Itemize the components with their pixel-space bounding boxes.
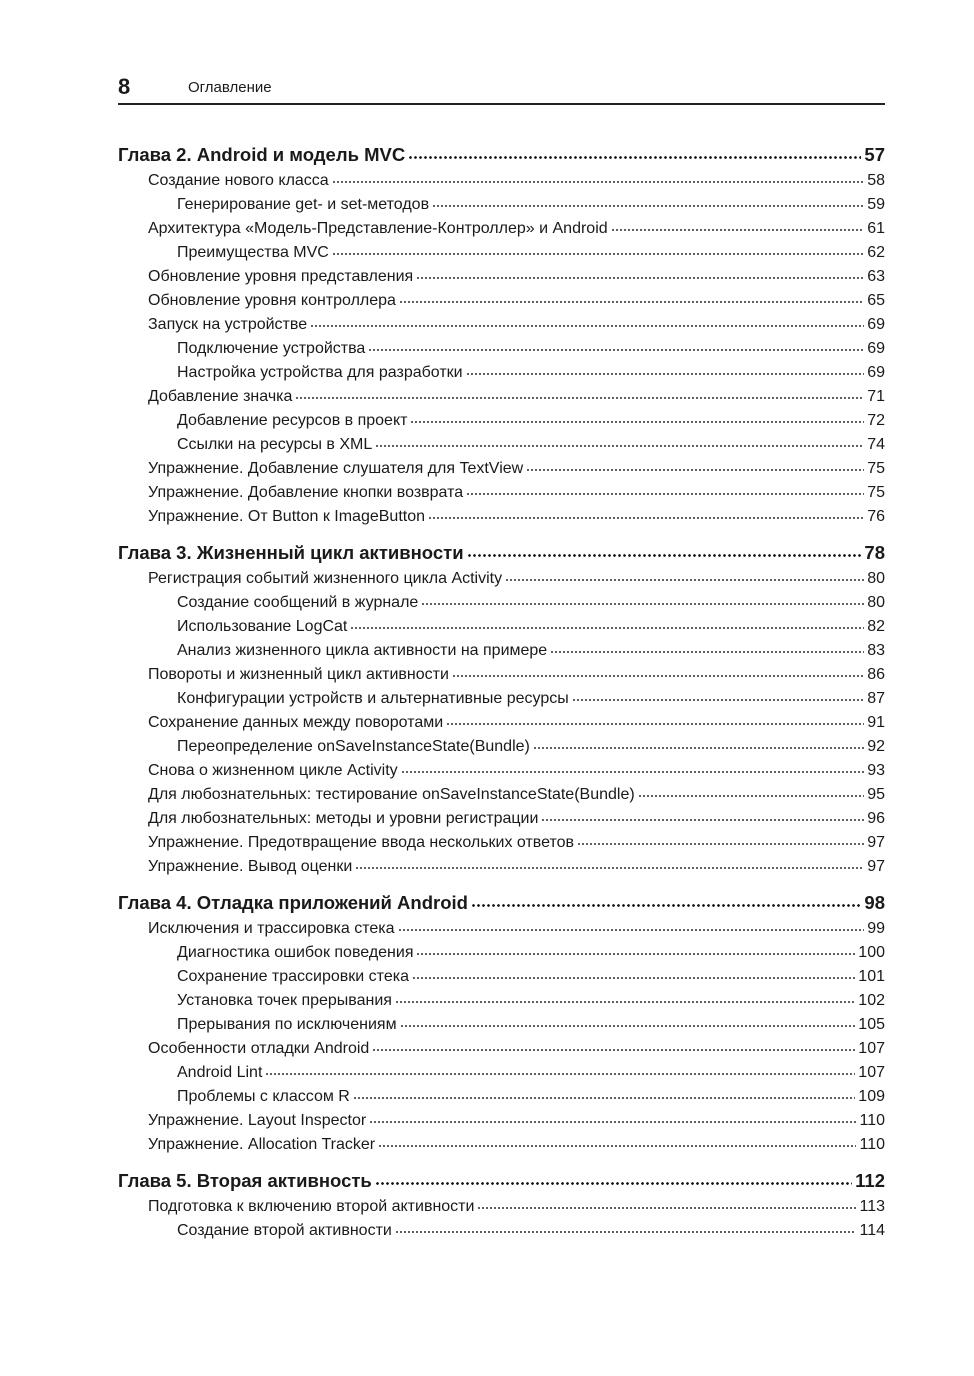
toc-entry-title: Для любознательных: методы и уровни регистрации	[148, 810, 539, 827]
dot-leader	[428, 507, 864, 523]
toc-entry	[118, 1013, 885, 1037]
toc-entry-page: 93	[867, 762, 885, 779]
toc-entry-title: Повороты и жизненный цикл активности	[148, 666, 449, 683]
dot-leader	[400, 1015, 856, 1031]
toc-entry	[118, 807, 885, 831]
chapter-heading	[118, 1167, 885, 1195]
toc-entry	[118, 265, 885, 289]
dot-leader	[416, 943, 855, 959]
toc-entry-page: 80	[867, 594, 885, 611]
toc-entry	[118, 1061, 885, 1085]
toc-entry-title: Конфигурации устройств и альтернативные ресурсы	[177, 690, 569, 707]
dot-leader	[432, 195, 864, 211]
toc-entry-title: Ссылки на ресурсы в XML	[177, 436, 373, 453]
dot-leader	[332, 171, 865, 187]
toc-entry-title: Добавление ресурсов в проект	[177, 412, 408, 429]
toc-entry	[118, 639, 885, 663]
toc-entry-page: 72	[867, 412, 885, 429]
toc-entry-page: 65	[867, 292, 885, 309]
toc-entry-page: 86	[867, 666, 885, 683]
toc-entry-page: 63	[867, 268, 885, 285]
toc-entry	[118, 965, 885, 989]
page-number: 8	[118, 74, 131, 99]
toc-entry	[118, 241, 885, 265]
toc-entry	[118, 433, 885, 457]
toc-entry	[118, 481, 885, 505]
dot-leader	[372, 1039, 855, 1055]
toc-entry	[118, 759, 885, 783]
dot-leader	[353, 1087, 855, 1103]
toc-entry-title: Проблемы с классом R	[177, 1088, 350, 1105]
dot-leader	[466, 483, 864, 499]
toc-entry-page: 99	[867, 920, 885, 937]
dot-leader	[369, 1111, 856, 1127]
toc-entry-title: Регистрация событий жизненного цикла Activity	[148, 570, 503, 587]
dot-leader	[533, 737, 864, 753]
chapter-heading	[118, 539, 885, 567]
dot-leader	[399, 291, 864, 307]
dot-leader	[466, 363, 865, 379]
dot-leader	[378, 1135, 856, 1151]
toc-entry-title: Глава 5. Вторая активность	[118, 1170, 372, 1191]
running-header	[118, 72, 885, 105]
dot-leader	[375, 1171, 852, 1190]
toc-entry-page: 95	[867, 786, 885, 803]
toc-entry	[118, 217, 885, 241]
toc-entry	[118, 591, 885, 615]
dot-leader	[577, 833, 864, 849]
toc-entry-page: 97	[867, 858, 885, 875]
dot-leader	[408, 145, 861, 164]
dot-leader	[350, 617, 864, 633]
toc-entry	[118, 783, 885, 807]
toc-entry	[118, 1109, 885, 1133]
toc-entry-page: 75	[867, 460, 885, 477]
toc-entry-title: Прерывания по исключениям	[177, 1016, 397, 1033]
toc-entry	[118, 567, 885, 591]
toc-entry-page: 109	[858, 1088, 885, 1105]
toc-entry-page: 100	[858, 944, 885, 961]
toc-entry	[118, 385, 885, 409]
toc-entry	[118, 409, 885, 433]
dot-leader	[398, 919, 865, 935]
toc-entry	[118, 337, 885, 361]
toc-entry-title: Упражнение. От Button к ImageButton	[148, 508, 425, 525]
toc-entry-page: 71	[867, 388, 885, 405]
toc-entry-page: 107	[858, 1064, 885, 1081]
toc-entry-title: Анализ жизненного цикла активности на примере	[177, 642, 548, 659]
dot-leader	[355, 857, 864, 873]
toc-entry-title: Глава 4. Отладка приложений Android	[118, 892, 468, 913]
toc-entry	[118, 989, 885, 1013]
toc-entry-page: 96	[867, 810, 885, 827]
dot-leader	[401, 761, 865, 777]
toc-entry-title: Android Lint	[177, 1064, 263, 1081]
toc-entry-title: Подготовка к включению второй активности	[148, 1198, 475, 1215]
toc-entry-page: 61	[867, 220, 885, 237]
dot-leader	[572, 689, 864, 705]
toc-entry	[118, 505, 885, 529]
toc-entry-page: 62	[867, 244, 885, 261]
toc-entry-page: 110	[859, 1136, 885, 1153]
toc-entry-page: 105	[858, 1016, 885, 1033]
dot-leader	[467, 543, 862, 562]
dot-leader	[395, 991, 855, 1007]
toc-entry-page: 114	[859, 1222, 885, 1239]
toc-entry-title: Исключения и трассировка стека	[148, 920, 395, 937]
toc-entry-page: 80	[867, 570, 885, 587]
toc-entry-page: 110	[859, 1112, 885, 1129]
toc-entry-title: Глава 2. Android и модель MVC	[118, 144, 406, 165]
toc-entry	[118, 855, 885, 879]
dot-leader	[332, 243, 864, 259]
dot-leader	[541, 809, 864, 825]
dot-leader	[505, 569, 864, 585]
toc-entry	[118, 361, 885, 385]
toc-entry-title: Запуск на устройстве	[148, 316, 308, 333]
toc-entry-title: Подключение устройства	[177, 340, 366, 357]
toc-entry	[118, 169, 885, 193]
toc-entry	[118, 1085, 885, 1109]
toc-entry-page: 74	[867, 436, 885, 453]
toc-entry-title: Для любознательных: тестирование onSaveInstanceState(Bundle)	[148, 786, 635, 803]
dot-leader	[395, 1221, 857, 1237]
toc-entry	[118, 615, 885, 639]
dot-leader	[638, 785, 865, 801]
toc-entry	[118, 193, 885, 217]
toc-entry	[118, 457, 885, 481]
dot-leader	[452, 665, 864, 681]
toc-entry-page: 91	[867, 714, 885, 731]
toc-entry-title: Упражнение. Добавление слушателя для TextView	[148, 460, 524, 477]
toc-entry-title: Упражнение. Добавление кнопки возврата	[148, 484, 464, 501]
toc-entry-title: Создание второй активности	[177, 1222, 392, 1239]
toc-entry-title: Упражнение. Вывод оценки	[148, 858, 353, 875]
dot-leader	[310, 315, 864, 331]
toc-entry-page: 58	[867, 172, 885, 189]
dot-leader	[412, 967, 855, 983]
toc-entry-page: 113	[859, 1198, 885, 1215]
toc-entry	[118, 1037, 885, 1061]
toc-entry-title: Преимущества MVC	[177, 244, 329, 261]
toc-entry-title: Обновление уровня контроллера	[148, 292, 396, 309]
chapter-heading	[118, 141, 885, 169]
toc-entry-title: Переопределение onSaveInstanceState(Bundle)	[177, 738, 530, 755]
toc-entry	[118, 1219, 885, 1243]
toc-entry	[118, 1195, 885, 1219]
toc-entry-page: 101	[858, 968, 885, 985]
toc-entry	[118, 663, 885, 687]
toc-entry-page: 82	[867, 618, 885, 635]
toc-entry-page: 87	[867, 690, 885, 707]
toc-entry-page: 102	[858, 992, 885, 1009]
toc-entry-title: Создание сообщений в журнале	[177, 594, 419, 611]
toc-entry	[118, 687, 885, 711]
dot-leader	[446, 713, 864, 729]
toc-entry-page: 59	[867, 196, 885, 213]
toc-entry-title: Глава 3. Жизненный цикл активности	[118, 542, 464, 563]
dot-leader	[368, 339, 864, 355]
toc-entry	[118, 735, 885, 759]
dot-leader	[611, 219, 865, 235]
toc-entry-page: 78	[864, 542, 885, 563]
toc-entry-title: Создание нового класса	[148, 172, 329, 189]
toc-entry	[118, 831, 885, 855]
dot-leader	[410, 411, 864, 427]
dot-leader	[471, 893, 861, 912]
dot-leader	[416, 267, 864, 283]
toc-entry-page: 57	[864, 144, 885, 165]
toc-entry-title: Использование LogCat	[177, 618, 348, 635]
toc-entry-page: 112	[855, 1170, 885, 1191]
chapter-heading	[118, 889, 885, 917]
dot-leader	[295, 387, 864, 403]
dot-leader	[265, 1063, 855, 1079]
running-title: Оглавление	[188, 79, 272, 96]
toc-entry-title: Генерирование get- и set-методов	[177, 196, 430, 213]
toc-entry-page: 69	[867, 316, 885, 333]
toc-entry-title: Упражнение. Предотвращение ввода нескольких ответов	[148, 834, 575, 851]
toc-entry-page: 107	[858, 1040, 885, 1057]
toc-entry-title: Упражнение. Layout Inspector	[148, 1112, 367, 1129]
toc-entry-title: Добавление значка	[148, 388, 293, 405]
dot-leader	[375, 435, 864, 451]
toc-entry-page: 97	[867, 834, 885, 851]
toc-entry-page: 69	[867, 340, 885, 357]
toc-entry-title: Сохранение трассировки стека	[177, 968, 409, 985]
table-of-contents	[118, 141, 885, 1243]
dot-leader	[550, 641, 864, 657]
toc-entry-page: 92	[867, 738, 885, 755]
toc-entry-page: 75	[867, 484, 885, 501]
toc-entry-title: Особенности отладки Android	[148, 1040, 370, 1057]
toc-entry-title: Обновление уровня представления	[148, 268, 414, 285]
toc-entry-title: Снова о жизненном цикле Activity	[148, 762, 398, 779]
toc-entry	[118, 711, 885, 735]
toc-entry-title: Архитектура «Модель-Представление-Контроллер» и Android	[148, 220, 608, 237]
toc-entry	[118, 941, 885, 965]
toc-entry-page: 98	[864, 892, 885, 913]
toc-entry-page: 76	[867, 508, 885, 525]
dot-leader	[526, 459, 864, 475]
toc-entry-title: Установка точек прерывания	[177, 992, 392, 1009]
toc-entry-title: Настройка устройства для разработки	[177, 364, 463, 381]
dot-leader	[477, 1197, 856, 1213]
toc-entry-page: 83	[867, 642, 885, 659]
toc-entry	[118, 917, 885, 941]
toc-entry	[118, 313, 885, 337]
toc-entry-page: 69	[867, 364, 885, 381]
toc-entry	[118, 289, 885, 313]
toc-entry	[118, 1133, 885, 1157]
dot-leader	[421, 593, 864, 609]
toc-entry-title: Диагностика ошибок поведения	[177, 944, 414, 961]
toc-entry-title: Упражнение. Allocation Tracker	[148, 1136, 376, 1153]
toc-entry-title: Сохранение данных между поворотами	[148, 714, 444, 731]
